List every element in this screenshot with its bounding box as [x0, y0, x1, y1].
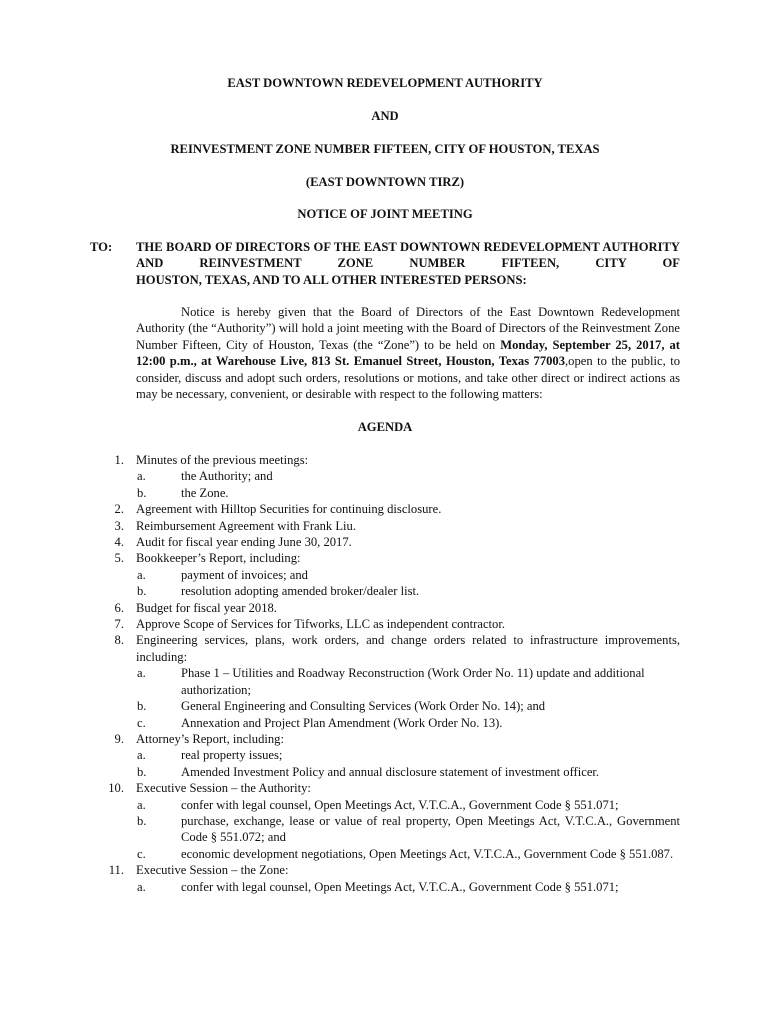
agenda-subitem-letter: b.: [137, 764, 147, 779]
agenda-subitem-text: the Authority; and: [181, 469, 273, 484]
agenda-item-text: Budget for fiscal year 2018.: [136, 600, 277, 615]
agenda-subitem: [0, 567, 770, 583]
agenda-item-text: Attorney’s Report, including:: [136, 731, 284, 746]
agenda-subitem-letter: b.: [137, 584, 147, 599]
agenda-item: [0, 632, 770, 665]
notice-text-part1: Notice is hereby given that the Board of Directors of the East Downtown Redevelopment Authority (the “Authority”) will hold a joint meeting with the Board of Directors of the Reinvestment Zone Number Fifteen, City of Houston, Texas (the “Zone”) to be held on: [136, 305, 680, 352]
notice-paragraph: [136, 304, 680, 402]
agenda-item-text: Executive Session – the Zone:: [136, 863, 289, 878]
to-recipients: [136, 239, 680, 288]
to-text-line2: HOUSTON, TEXAS, AND TO ALL OTHER INTERESTED PERSONS:: [136, 272, 527, 287]
agenda-subitem: [0, 879, 770, 895]
agenda-item-text: Reimbursement Agreement with Frank Liu.: [136, 518, 356, 533]
agenda-subitem-letter: b.: [137, 813, 147, 828]
notice-meeting-details: Monday, September 25, 2017, at 12:00 p.m., at Warehouse Live, 813 St. Emanuel Street, Houston, Texas 77003: [136, 337, 680, 369]
agenda-subitem-letter: c.: [137, 846, 146, 861]
agenda-subitem: [0, 764, 770, 780]
agenda-item: [0, 616, 770, 632]
agenda-item-number: 1.: [114, 453, 124, 467]
agenda-title: AGENDA: [357, 420, 413, 434]
agenda-item-text: Engineering services, plans, work orders, and change orders related to infrastructure improvements, including:: [136, 633, 680, 664]
agenda-item: [0, 518, 770, 534]
agenda-item: [0, 550, 770, 566]
heading-and: AND: [371, 109, 399, 123]
agenda-item-number: 3.: [114, 518, 124, 533]
to-text-line1: THE BOARD OF DIRECTORS OF THE EAST DOWNTOWN REDEVELOPMENT AUTHORITY AND REINVESTMENT ZONE NUMBER FIFTEEN, CITY OF: [136, 240, 680, 271]
agenda-item-text: Minutes of the previous meetings:: [136, 453, 309, 467]
agenda-subitem-text: Amended Investment Policy and annual disclosure statement of investment officer.: [181, 764, 600, 779]
agenda-item-text: Agreement with Hilltop Securities for continuing disclosure.: [136, 502, 442, 517]
agenda-subitem-text: payment of invoices; and: [181, 567, 308, 582]
agenda-subitem-letter: a.: [137, 879, 146, 894]
agenda-subitem: [0, 715, 770, 731]
heading-zone: REINVESTMENT ZONE NUMBER FIFTEEN, CITY OF HOUSTON, TEXAS: [170, 142, 600, 156]
agenda-subitem-text: purchase, exchange, lease or value of real property, Open Meetings Act, V.T.C.A., Government Code § 551.072; and: [181, 813, 680, 845]
agenda-item-number: 4.: [114, 535, 124, 550]
agenda-subitem-letter: a.: [137, 666, 146, 681]
agenda-item-number: 6.: [114, 600, 124, 615]
agenda-subitem-text: economic development negotiations, Open Meetings Act, V.T.C.A., Government Code § 551.087.: [181, 846, 674, 861]
agenda-item: [0, 780, 770, 796]
to-label: TO:: [90, 240, 113, 254]
agenda-subitem-text: resolution adopting amended broker/dealer list.: [181, 584, 420, 599]
agenda-subitem-text: Phase 1 – Utilities and Roadway Reconstruction (Work Order No. 11) update and additional authorization;: [181, 666, 645, 697]
agenda-item-number: 5.: [114, 551, 124, 566]
heading-authority: EAST DOWNTOWN REDEVELOPMENT AUTHORITY: [227, 76, 543, 90]
heading-tirz: (EAST DOWNTOWN TIRZ): [305, 175, 465, 189]
agenda-item-number: 10.: [108, 781, 124, 796]
agenda-item: [0, 501, 770, 517]
agenda-subitem: [0, 468, 770, 484]
agenda-item: [0, 600, 770, 616]
agenda-subitem-letter: a.: [137, 797, 146, 812]
agenda-subitem: [0, 698, 770, 714]
agenda-subitem-text: Annexation and Project Plan Amendment (Work Order No. 13).: [181, 715, 503, 730]
agenda-subitem-letter: a.: [137, 469, 146, 484]
agenda-item: [0, 862, 770, 878]
agenda-subitem-letter: a.: [137, 748, 146, 763]
agenda-subitem-text: real property issues;: [181, 748, 283, 763]
agenda-subitem: [0, 747, 770, 763]
agenda-item: [0, 534, 770, 550]
agenda-subitem-text: General Engineering and Consulting Services (Work Order No. 14); and: [181, 699, 546, 714]
agenda-item-number: 7.: [114, 617, 124, 632]
agenda-item-text: Approve Scope of Services for Tifworks, LLC as independent contractor.: [136, 617, 505, 632]
agenda-subitem-text: the Zone.: [181, 485, 229, 500]
agenda-item-text: Bookkeeper’s Report, including:: [136, 551, 301, 566]
notice-text-part2: ,open to the public, to consider, discuss and adopt such orders, resolutions or motions, and take other direct or indirect actions as may be necessary, convenient, or desirable with respect to the following matters:: [136, 354, 680, 402]
agenda-item: [0, 731, 770, 747]
agenda-subitem-text: confer with legal counsel, Open Meetings Act, V.T.C.A., Government Code § 551.071;: [181, 879, 619, 894]
agenda-list: [0, 452, 770, 895]
agenda-subitem-text: confer with legal counsel, Open Meetings Act, V.T.C.A., Government Code § 551.071;: [181, 797, 619, 812]
agenda-subitem: [0, 485, 770, 501]
agenda-subitem: [0, 813, 770, 846]
agenda-item-number: 2.: [114, 502, 124, 517]
agenda-subitem-letter: b.: [137, 485, 147, 500]
agenda-subitem-letter: b.: [137, 699, 147, 714]
agenda-item-number: 9.: [114, 731, 124, 746]
agenda-subitem-letter: a.: [137, 567, 146, 582]
agenda-item-text: Executive Session – the Authority:: [136, 781, 311, 796]
agenda-subitem-letter: c.: [137, 715, 146, 730]
agenda-subitem: [0, 583, 770, 599]
agenda-item-number: 11.: [108, 863, 124, 878]
agenda-item-text: Audit for fiscal year ending June 30, 2017.: [136, 535, 352, 550]
agenda-subitem: [0, 665, 770, 698]
agenda-subitem: [0, 797, 770, 813]
agenda-item-number: 8.: [114, 633, 124, 648]
agenda-subitem: [0, 846, 770, 862]
heading-notice: NOTICE OF JOINT MEETING: [297, 207, 473, 221]
agenda-item: [0, 452, 770, 468]
